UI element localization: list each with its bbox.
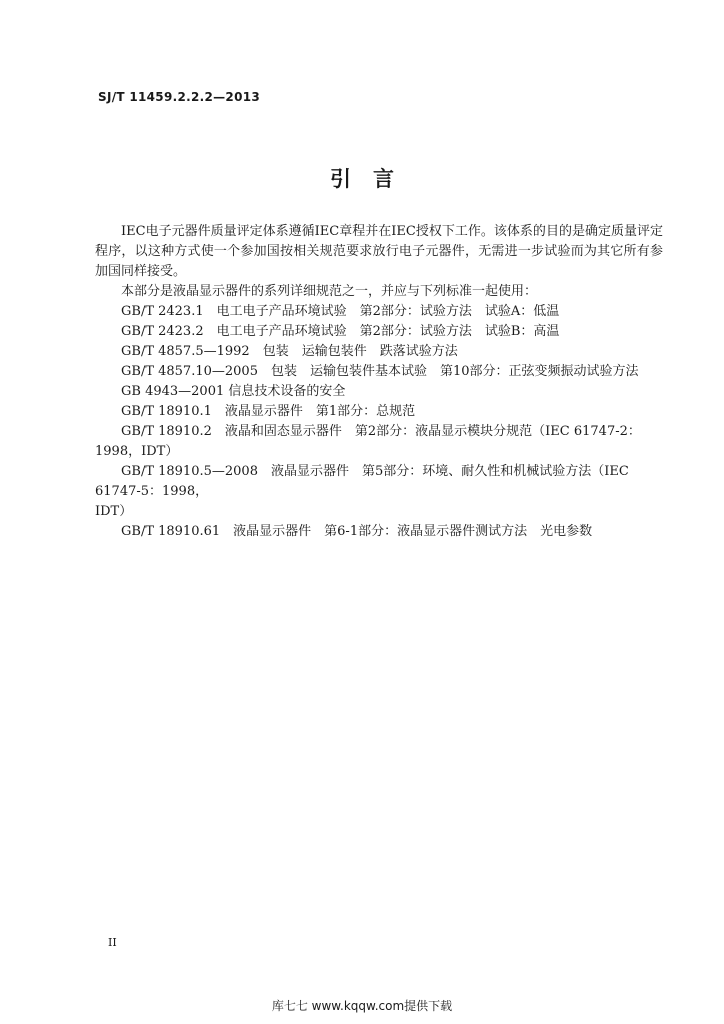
reference-item: GB/T 2423.1 电工电子产品环境试验 第2部分：试验方法 试验A：低温 (121, 304, 560, 319)
reference-item: GB/T 18910.61 液晶显示器件 第6-1部分：液晶显示器件测试方法 光电参数 (121, 524, 593, 539)
intro-paragraph-2: 本部分是液晶显示器件的系列详细规范之一，并应与下列标准一起使用： (121, 284, 538, 299)
document-body (95, 222, 663, 542)
reference-item: GB/T 4857.5—1992 包装 运输包装件 跌落试验方法 (121, 344, 458, 359)
reference-item: GB/T 18910.5—2008 液晶显示器件 第5部分：环境、耐久性和机械试验方法（IEC 61747-5：1998， (95, 464, 629, 499)
reference-item: GB/T 18910.2 液晶和固态显示器件 第2部分：液晶显示模块分规范（IEC 61747-2：1998，IDT） (95, 424, 641, 459)
reference-item: GB 4943—2001 信息技术设备的安全 (121, 384, 346, 399)
reference-item: GB/T 2423.2 电工电子产品环境试验 第2部分：试验方法 试验B：高温 (121, 324, 560, 339)
reference-list (95, 302, 663, 542)
download-source-footer: 库七七 www.kqqw.com提供下载 (271, 999, 453, 1013)
document-code: SJ/T 11459.2.2.2—2013 (98, 90, 261, 104)
reference-item-continuation: IDT） (95, 504, 133, 519)
intro-paragraph-1: IEC电子元器件质量评定体系遵循IEC章程并在IEC授权下工作。该体系的目的是确定质量评定程序，以这种方式使一个参加国按相关规范要求放行电子元器件，无需进一步试验而为其它所有参加国同样接受。 (95, 224, 663, 279)
page-title: 引言 (330, 167, 416, 191)
reference-item: GB/T 18910.1 液晶显示器件 第1部分：总规范 (121, 404, 416, 419)
reference-item: GB/T 4857.10—2005 包装 运输包装件基本试验 第10部分：正弦变频振动试验方法 (121, 364, 639, 379)
page-number: II (108, 936, 117, 949)
